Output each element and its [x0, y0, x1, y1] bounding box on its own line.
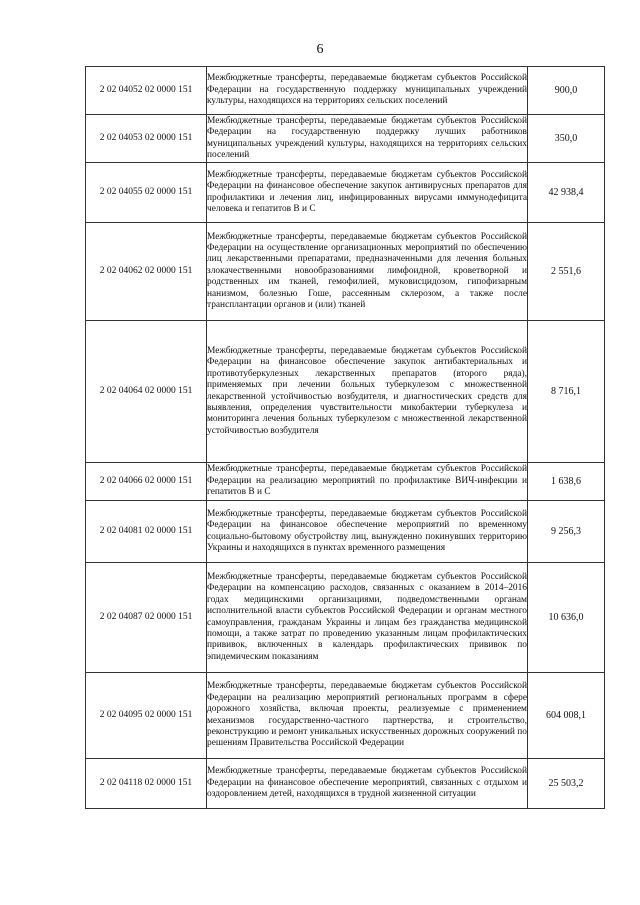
table-row — [86, 67, 605, 115]
table-row — [86, 673, 605, 759]
table-row — [86, 463, 605, 501]
transfer-amount: 604 008,1 — [528, 673, 605, 759]
budget-code: 2 02 04052 02 0000 151 — [86, 67, 207, 115]
transfer-amount: 42 938,4 — [528, 163, 605, 223]
transfer-amount: 10 636,0 — [528, 563, 605, 673]
transfer-description: Межбюджетные трансферты, передаваемые бюджетам субъектов Российской Федерации на осуществление организационных мероприятий по обеспечению лиц лекарственными препаратами, предназначенными для лечения больных злокачественными новообразованиями лимфоидной, кроветворной и родственных им тканей, гемофилией, муковисцидозом, гипофизарным нанизмом, болезнью Гоше, рассеянным склерозом, а также после трансплантации органов и (или) тканей — [207, 223, 528, 321]
transfer-description: Межбюджетные трансферты, передаваемые бюджетам субъектов Российской Федерации на реализацию мероприятий региональных программ в сфере дорожного хозяйства, включая проекты, реализуемые с применением механизмов государственно-частного партнерства, и строительство, реконструкцию и ремонт уникальных искусственных дорожных сооружений по решениям Правительства Российской Федерации — [207, 673, 528, 759]
table-row — [86, 115, 605, 163]
budget-code: 2 02 04055 02 0000 151 — [86, 163, 207, 223]
transfer-description: Межбюджетные трансферты, передаваемые бюджетам субъектов Российской Федерации на финансовое обеспечение закупок антибактериальных и противотуберкулезных лекарственных препаратов (второго ряда), применяемых при лечении больных туберкулезом с множественной лекарственной устойчивостью возбудителя, и диагностических средств для выявления, определения чувствительности микобактерии туберкулеза и мониторинга лечения больных туберкулезом с множественной лекарственной устойчивостью возбудителя — [207, 321, 528, 463]
transfer-description: Межбюджетные трансферты, передаваемые бюджетам субъектов Российской Федерации на государственную поддержку лучших работников муниципальных учреждений культуры, находящихся на территориях сельских поселений — [207, 115, 528, 163]
transfer-amount: 350,0 — [528, 115, 605, 163]
transfer-description: Межбюджетные трансферты, передаваемые бюджетам субъектов Российской Федерации на финансовое обеспечение закупок антивирусных препаратов для профилактики и лечения лиц, инфицированных вирусами иммунодефицита человека и гепатитов B и C — [207, 163, 528, 223]
budget-code: 2 02 04062 02 0000 151 — [86, 223, 207, 321]
budget-code: 2 02 04053 02 0000 151 — [86, 115, 207, 163]
budget-code: 2 02 04064 02 0000 151 — [86, 321, 207, 463]
transfer-amount: 8 716,1 — [528, 321, 605, 463]
table-row — [86, 759, 605, 809]
budget-code: 2 02 04095 02 0000 151 — [86, 673, 207, 759]
transfer-description: Межбюджетные трансферты, передаваемые бюджетам субъектов Российской Федерации на государственную поддержку муниципальных учреждений культуры, находящихся на территориях сельских поселений — [207, 67, 528, 115]
transfer-description: Межбюджетные трансферты, передаваемые бюджетам субъектов Российской Федерации на финансовое обеспечение мероприятий по временному социально-бытовому обустройству лиц, вынужденно покинувших территорию Украины и находящихся в пунктах временного размещения — [207, 501, 528, 563]
transfer-description: Межбюджетные трансферты, передаваемые бюджетам субъектов Российской Федерации на компенсацию расходов, связанных с оказанием в 2014–2016 годах медицинскими организациями, подведомственными органам исполнительной власти субъектов Российской Федерации и органам местного самоуправления, гражданам Украины и лицам без гражданства медицинской помощи, а также затрат по проведению указанным лицам профилактических прививок, включенных в календарь профилактических прививок по эпидемическим показаниям — [207, 563, 528, 673]
table-row — [86, 501, 605, 563]
transfer-amount: 2 551,6 — [528, 223, 605, 321]
table-row — [86, 223, 605, 321]
transfer-description: Межбюджетные трансферты, передаваемые бюджетам субъектов Российской Федерации на финансовое обеспечение мероприятий, связанных с отдыхом и оздоровлением детей, находящихся в трудной жизненной ситуации — [207, 759, 528, 809]
transfer-description: Межбюджетные трансферты, передаваемые бюджетам субъектов Российской Федерации на реализацию мероприятий по профилактике ВИЧ-инфекции и гепатитов B и C — [207, 463, 528, 501]
transfer-amount: 1 638,6 — [528, 463, 605, 501]
transfer-amount: 9 256,3 — [528, 501, 605, 563]
page-number: 6 — [316, 42, 324, 57]
transfer-amount: 900,0 — [528, 67, 605, 115]
table-row — [86, 563, 605, 673]
budget-code: 2 02 04066 02 0000 151 — [86, 463, 207, 501]
table-row — [86, 163, 605, 223]
budget-code: 2 02 04087 02 0000 151 — [86, 563, 207, 673]
table-row — [86, 321, 605, 463]
transfer-amount: 25 503,2 — [528, 759, 605, 809]
budget-code: 2 02 04118 02 0000 151 — [86, 759, 207, 809]
budget-transfers-table — [85, 66, 605, 809]
budget-code: 2 02 04081 02 0000 151 — [86, 501, 207, 563]
